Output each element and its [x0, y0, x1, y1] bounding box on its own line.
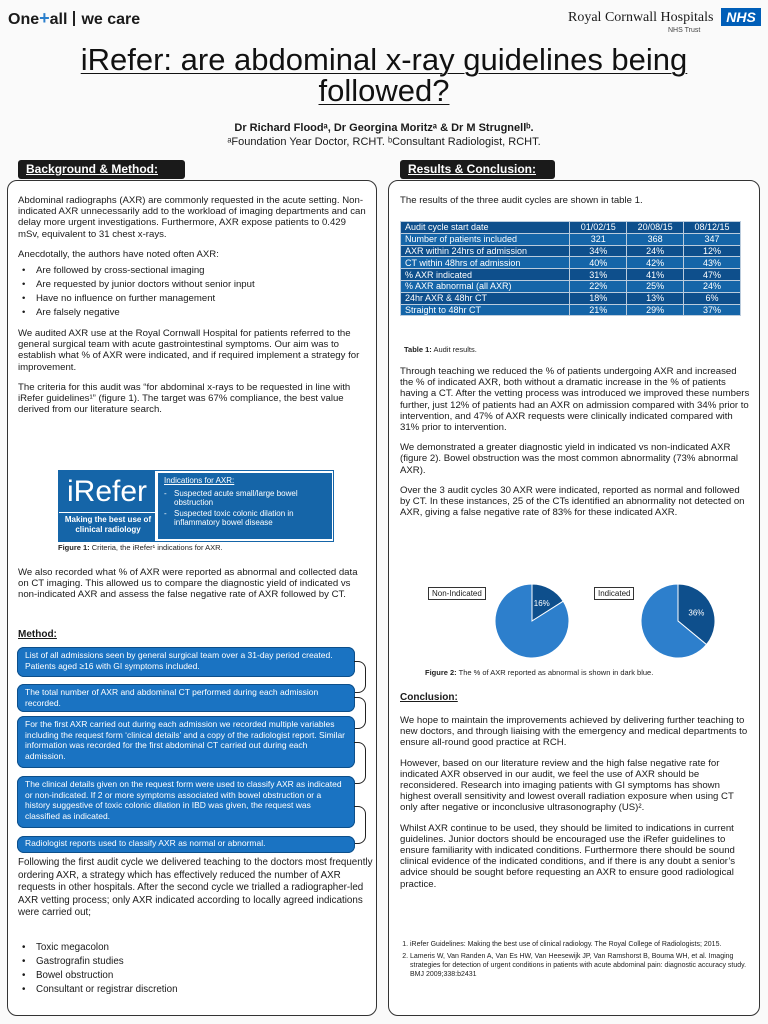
table-row [401, 280, 741, 292]
table-cell: 6% [684, 292, 741, 304]
indications-title: Indications for AXR: [164, 476, 235, 485]
table-header-cell: 01/02/15 [570, 222, 627, 234]
nhs-logo: NHS [721, 8, 761, 26]
table-cell: 347 [684, 233, 741, 245]
trust-sub: NHS Trust [668, 27, 701, 34]
table-header-cell: 08/12/15 [684, 222, 741, 234]
table-cell: 24% [684, 280, 741, 292]
list-item: • Toxic megacolon [18, 941, 358, 955]
table-cell: 34% [570, 245, 627, 257]
table-1-caption-text: Audit results. [431, 345, 477, 354]
irefer-logo-divider [59, 512, 155, 513]
table-cell: 37% [684, 304, 741, 316]
pie-data-label: 36% [688, 608, 705, 618]
figure-1-caption-text: Criteria, the iRefer¹ indications for AXR. [89, 543, 223, 552]
table-row [401, 292, 741, 304]
conclusion-paragraph-2: However, based on our literature review and the high false negative rate for indicated AXR observed in our audit, we feel the use of AXR should be reconsidered. Research into imaging patients with GI symptoms has shown highest overall sensitivity and lowest overall radiation exposure when using CT only after negative or inconclusive ultrasonography (US)². [400, 757, 734, 814]
irefer-logo-subtitle: Making the best use of clinical radiology [64, 515, 152, 534]
figure-2 [425, 583, 721, 665]
table-cell: Straight to 48hr CT [401, 304, 570, 316]
reference-item: 1. iRefer Guidelines: Making the best use of clinical radiology. The Royal College of Radiologists; 2015. [410, 940, 750, 949]
conclusion-paragraph-1: We hope to maintain the improvements achieved by delivering further teaching to new doctors, and through liaising with the emergency and medical departments to ensure all-round good practice at RCH. [400, 715, 748, 749]
bg-paragraph-3: We audited AXR use at the Royal Cornwall Hospital for patients referred to the general surgical team with acute gastrointestinal symptoms. Our aim was to establish what % of AXR were indicated, and if required implement a strategy for improvement. [18, 328, 360, 373]
table-cell: AXR within 24hrs of admission [401, 245, 570, 257]
brand-plus: + [39, 8, 50, 28]
indication-item: - Suspected acute small/large bowel obstruction [164, 489, 326, 507]
trust-name: Royal Cornwall Hospitals [568, 10, 714, 25]
flow-arrow [354, 742, 366, 784]
conclusion-text [400, 715, 750, 899]
reference-item: 2. Lameris W, Van Randen A, Van Es HW, Van Heesewijk JP, Van Ramshorst B, Bouma WH, et al. Imaging strategies for detection of urgent conditions in patients with acute abdominal pain: diagnostic accuracy study. BMJ 2009;338:b2431 [410, 952, 750, 979]
conclusion-paragraph-3: Whilst AXR continue to be used, they should be limited to indications in current guidelines. Junior doctors should be encouraged use the iRefer guidelines to ensure familiarity with indicated conditions. Furthermore there should be sound clinical evidence of the indicated conditions, and if there is any doubt a senior’s advice should be sought before requesting an AXR to ensure good radiological practice. [400, 822, 736, 890]
table-cell: 12% [684, 245, 741, 257]
table-cell: 22% [570, 280, 627, 292]
pie-title-indicated: Indicated [594, 587, 634, 600]
table-cell: 42% [627, 257, 684, 269]
table-cell: 29% [627, 304, 684, 316]
results-intro: The results of the three audit cycles are shown in table 1. [400, 195, 643, 206]
method-step-3: For the first AXR carried out during each admission we recorded multiple variables including the request form ‘clinical details’ and a copy of the radiologist report. Similar information was recorded for the first abdominal CT carried out during each admission. [17, 716, 355, 768]
table-row [401, 304, 741, 316]
figure-2-caption-label: Figure 2: [425, 668, 457, 677]
table-cell: 368 [627, 233, 684, 245]
authors: Dr Richard Floodᵃ, Dr Georgina Moritzᵃ & Dr M Strugnellᵇ. [234, 122, 534, 134]
method-step-5: Radiologist reports used to classify AXR as normal or abnormal. [17, 836, 355, 853]
irefer-logo-word: iRefer [67, 475, 148, 508]
figure-2-caption [425, 668, 653, 677]
table-cell: 321 [570, 233, 627, 245]
table-row [401, 245, 741, 257]
table-cell: 18% [570, 292, 627, 304]
table-cell: 25% [627, 280, 684, 292]
table-cell: 24hr AXR & 48hr CT [401, 292, 570, 304]
results-heading-text: Results & Conclusion: [408, 162, 537, 176]
bg-paragraph-1: Abdominal radiographs (AXR) are commonly requested in the acute setting. Non-indicated AXR unnecessarily add to the workload of imaging departments and can delay more urgent investigations. Furthermore, AXR expose patients to 0.429 mSv, equivalent to 31 chest x-rays. [18, 195, 366, 240]
figure-2-caption-text: The % of AXR reported as abnormal is shown in dark blue. [456, 668, 654, 677]
list-item: • Are requested by junior doctors without senior input [18, 278, 368, 292]
flow-arrow [354, 806, 366, 844]
table-cell: 31% [570, 269, 627, 281]
results-paragraph-2: We demonstrated a greater diagnostic yield in indicated vs non-indicated AXR (figure 2). Bowel obstruction was the most common abnormality (73% abnormal AXR). [400, 442, 739, 476]
brand-divider [73, 11, 75, 26]
table-1-caption-label: Table 1: [404, 345, 432, 354]
poster-title: iRefer: are abdominal x-ray guidelines being followed? [80, 42, 688, 108]
irefer-logo [59, 471, 155, 541]
list-item: • Have no influence on further management [18, 292, 368, 306]
results-text [400, 366, 750, 527]
table-cell: 47% [684, 269, 741, 281]
table-cell: 13% [627, 292, 684, 304]
method-heading: Method: [18, 629, 57, 640]
figure-1-caption [58, 543, 223, 552]
figure-1-caption-label: Figure 1: [58, 543, 90, 552]
brand-all: all [49, 11, 68, 28]
background-heading [18, 160, 185, 179]
conclusion-heading: Conclusion: [400, 692, 458, 703]
table-header-cell: 20/08/15 [627, 222, 684, 234]
background-heading-text: Background & Method: [26, 162, 158, 176]
bg-paragraph-2: Anecdotally, the authors have noted often AXR: [18, 248, 219, 260]
brand-logo [8, 8, 140, 29]
brand-care: we care [81, 11, 141, 28]
bg-paragraph-5: We also recorded what % of AXR were reported as abnormal and collected data on CT imaging. This allowed us to compare the diagnostic yield of indicated vs non-indicated AXR and assess the false negative rate of AXR followed by CT. [18, 567, 358, 601]
affiliations: ᵃFoundation Year Doctor, RCHT. ᵇConsultant Radiologist, RCHT. [227, 136, 541, 148]
table-header-cell: Audit cycle start date [401, 222, 570, 234]
results-table [400, 221, 741, 316]
bg-paragraph-6: Following the first audit cycle we delivered teaching to the doctors most frequently ordering AXR, a strategy which has effectively reduced the number of AXR requests in other hospitals. After the second cycle we trialled a radiographer-led AXR vetting process; only AXR indicated according to locally agreed indications were carried out; [18, 857, 373, 918]
table-cell: 43% [684, 257, 741, 269]
table-cell: CT within 48hrs of admission [401, 257, 570, 269]
figure-1 [58, 470, 334, 542]
bg-bullet-list [18, 264, 368, 320]
brand-one: One [8, 11, 40, 28]
list-item: • Are falsely negative [18, 306, 368, 320]
method-step-2: The total number of AXR and abdominal CT performed during each admission recorded. [17, 684, 355, 712]
table-cell: % AXR indicated [401, 269, 570, 281]
table-cell: Number of patients included [401, 233, 570, 245]
indication-item: - Suspected toxic colonic dilation in inflammatory bowel disease [164, 509, 326, 527]
pie-title-non-indicated: Non-Indicated [428, 587, 486, 600]
references [400, 940, 750, 982]
vetting-list [18, 941, 358, 997]
table-cell: 21% [570, 304, 627, 316]
list-item: • Are followed by cross-sectional imaging [18, 264, 368, 278]
pie-data-label: 16% [533, 599, 550, 609]
background-text [18, 195, 368, 424]
results-paragraph-1: Through teaching we reduced the % of patients undergoing AXR and increased the % of indicated AXR, both without a dramatic increase in the % of patients having a CT. After the vetting process was introduced we improved these numbers further, just 12% of patients had an AXR on admission compared with 34% prior to intervention, and 47% of AXR requests were clinically indicated compared with 31% prior to intervention. [400, 366, 750, 434]
table-row [401, 233, 741, 245]
table-cell: 40% [570, 257, 627, 269]
table-1-caption [404, 345, 477, 354]
list-item: • Bowel obstruction [18, 969, 358, 983]
method-step-1: List of all admissions seen by general surgical team over a 31-day period created. Patients aged ≥16 with GI symptoms included. [17, 647, 355, 677]
flow-arrow [354, 697, 366, 729]
flow-arrow [354, 661, 366, 693]
bg-paragraph-4: The criteria for this audit was “for abdominal x-rays to be requested in line with iRefer guidelines¹” (figure 1). The target was 67% compliance, the best value derived from our literature search. [18, 381, 351, 416]
table-row [401, 269, 741, 281]
table-cell: 41% [627, 269, 684, 281]
list-item: • Consultant or registrar discretion [18, 983, 358, 997]
table-cell: 24% [627, 245, 684, 257]
method-step-4: The clinical details given on the request form were used to classify AXR as indicated or non-indicated. If 2 or more symptoms associated with bowel obstruction or a history suggestive of toxic colonic dilation in IBD was given, the request was classified as indicated. [17, 776, 355, 828]
results-heading [400, 160, 555, 179]
list-item: • Gastrografin studies [18, 955, 358, 969]
indications-panel [158, 473, 332, 539]
table-row [401, 257, 741, 269]
results-paragraph-3: Over the 3 audit cycles 30 AXR were indicated, reported as normal and followed by CT. In these instances, 25 of the CTs identified an abnormality not detected on AXR, giving a false negative rate of 83% for these indicated AXR. [400, 484, 745, 519]
table-cell: % AXR abnormal (all AXR) [401, 280, 570, 292]
table-header-row [401, 222, 741, 234]
